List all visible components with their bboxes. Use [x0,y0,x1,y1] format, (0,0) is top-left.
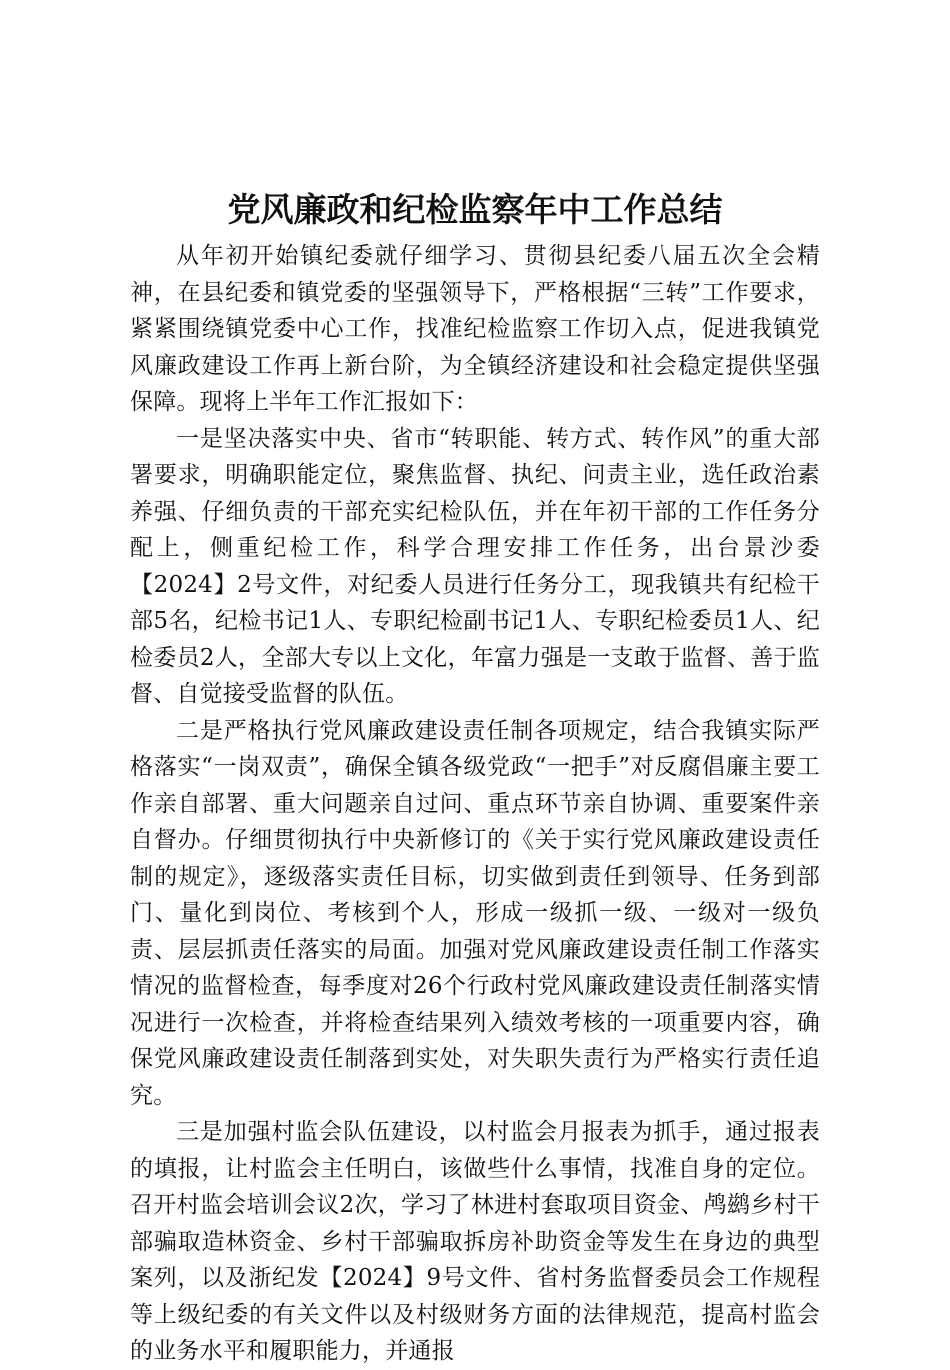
paragraph-point-one: 一是坚决落实中央、省市“转职能、转方式、转作风”的重大部署要求，明确职能定位，聚焦监督、执纪、问责主业，选任政治素养强、仔细负责的干部充实纪检队伍，并在年初干部的工作任务分配上，侧重纪检工作，科学合理安排工作任务，出台景沙委【2024】2号文件，对纪委人员进行任务分工，现我镇共有纪检干部5名，纪检书记1人、专职纪检副书记1人、专职纪检委员1人、纪检委员2人，全部大专以上文化，年富力强是一支敢于监督、善于监督、自觉接受监督的队伍。 [130,425,820,707]
paragraph-point-three: 三是加强村监会队伍建设，以村监会月报表为抓手，通过报表的填报，让村监会主任明白，该做些什么事情，找准自身的定位。召开村监会培训会议2次，学习了林进村套取项目资金、鸬鹚乡村干部骗取造林资金、乡村干部骗取拆房补助资金等发生在身边的典型案列，以及浙纪发【2024】9号文件、省村务监督委员会工作规程等上级纪委的有关文件以及村级财务方面的法律规范，提高村监会的业务水平和履职能力，并通报 [130,1119,820,1364]
paragraph-point-two: 二是严格执行党风廉政建设责任制各项规定，结合我镇实际严格落实“一岗双责”，确保全镇各级党政“一把手”对反腐倡廉主要工作亲自部署、重大问题亲自过问、重点环节亲自协调、重要案件亲自督办。仔细贯彻执行中央新修订的《关于实行党风廉政建设责任制的规定》，逐级落实责任目标，切实做到责任到领导、任务到部门、量化到岗位、考核到个人，形成一级抓一级、一级对一级负责、层层抓责任落实的局面。加强对党风廉政建设责任制工作落实情况的监督检查，每季度对26个行政村党风廉政建设责任制落实情况进行一次检查，并将检查结果列入绩效考核的一项重要内容，确保党风廉政建设责任制落到实处，对失职失责行为严格实行责任追究。 [130,717,820,1109]
paragraph-intro: 从年初开始镇纪委就仔细学习、贯彻县纪委八届五次全会精神，在县纪委和镇党委的坚强领导下，严格根据“三转”工作要求，紧紧围绕镇党委中心工作，找准纪检监察工作切入点，促进我镇党风廉政建设工作再上新台阶，为全镇经济建设和社会稳定提供坚强保障。现将上半年工作汇报如下： [130,243,820,415]
document-body [130,238,820,1370]
document-title: 党风廉政和纪检监察年中工作总结 [227,190,723,229]
